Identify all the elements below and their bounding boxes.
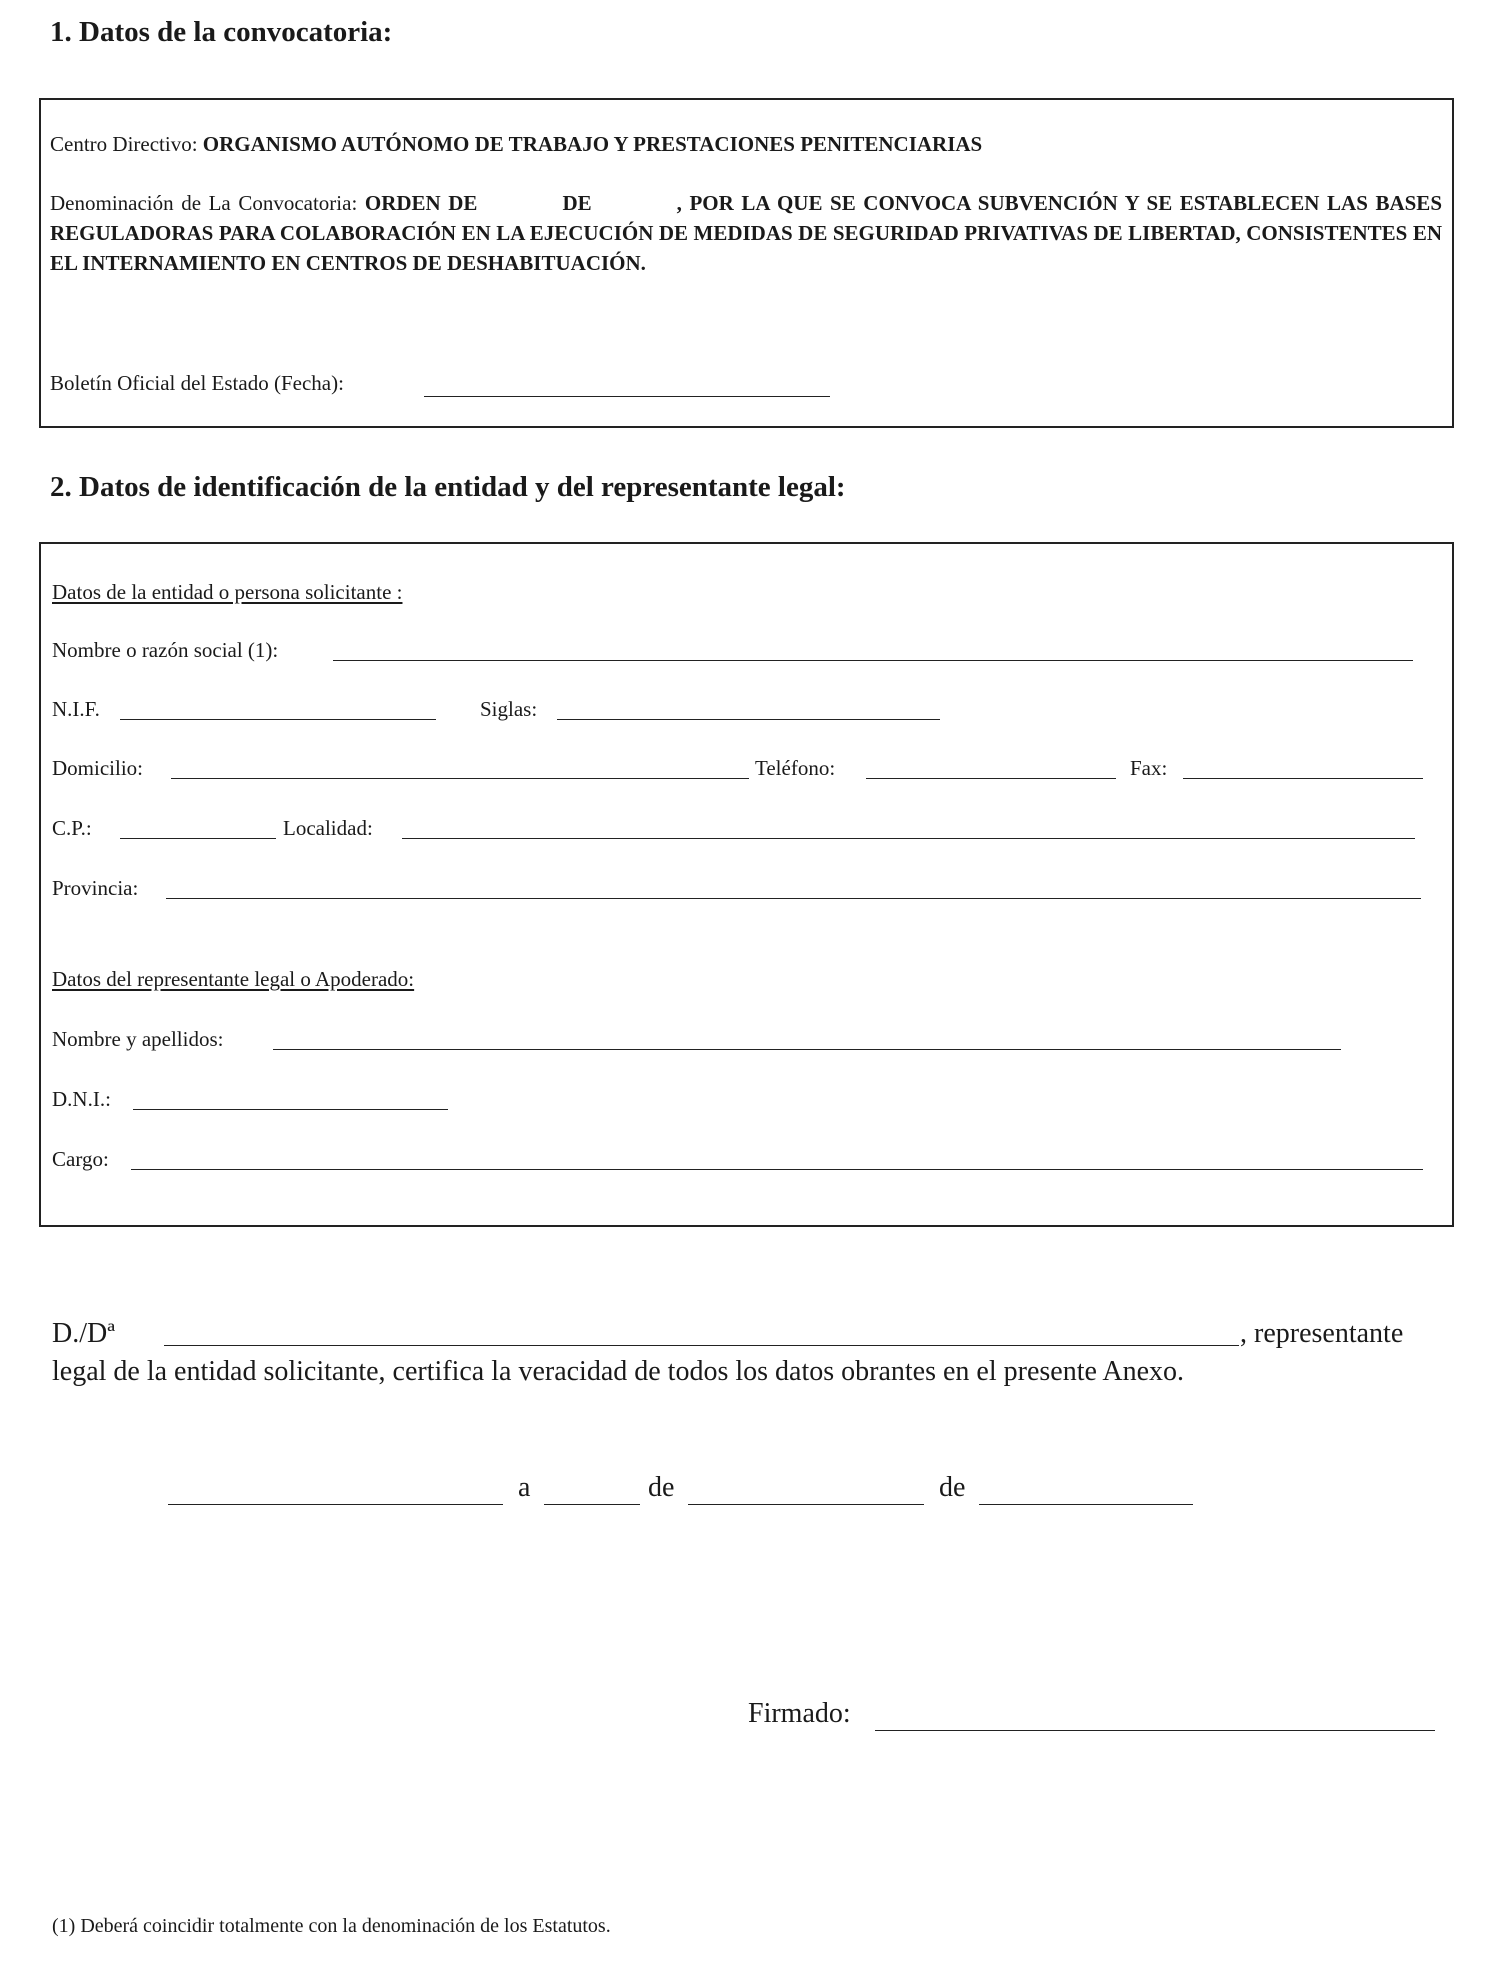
- centro-directivo-row: [50, 132, 982, 157]
- certification-text: legal de la entidad solicitante, certifica la veracidad de todos los datos obrantes en el presente Anexo.: [52, 1356, 1185, 1387]
- date-day-field[interactable]: [544, 1504, 640, 1505]
- signature-label: Firmado:: [748, 1698, 851, 1729]
- centro-directivo-value: ORGANISMO AUTÓNOMO DE TRABAJO Y PRESTACIONES PENITENCIARIAS: [202, 132, 983, 156]
- localidad-field[interactable]: [402, 838, 1415, 839]
- nombre-apellidos-field[interactable]: [273, 1049, 1341, 1050]
- centro-directivo-label: Centro Directivo:: [50, 132, 198, 156]
- nif-field[interactable]: [120, 719, 436, 720]
- denominacion-paragraph: [50, 188, 1442, 278]
- denominacion-label: Denominación de La Convocatoria:: [50, 191, 358, 215]
- nombre-razon-label: Nombre o razón social (1):: [52, 638, 279, 662]
- certification-prefix: D./Dª: [52, 1318, 115, 1349]
- nombre-razon-field[interactable]: [333, 660, 1413, 661]
- section-2-heading: 2. Datos de identificación de la entidad y del representante legal:: [50, 471, 846, 503]
- certification-name-field[interactable]: [164, 1345, 1239, 1346]
- boletin-fecha-field[interactable]: [424, 396, 830, 397]
- date-month-field[interactable]: [688, 1504, 924, 1505]
- provincia-field[interactable]: [166, 898, 1421, 899]
- cargo-label: Cargo:: [52, 1147, 109, 1171]
- nif-label: N.I.F.: [52, 697, 100, 721]
- siglas-label: Siglas:: [480, 697, 538, 721]
- boletin-label: Boletín Oficial del Estado (Fecha):: [50, 371, 344, 395]
- dni-label: D.N.I.:: [52, 1087, 111, 1111]
- footnote: (1) Deberá coincidir totalmente con la denominación de los Estatutos.: [52, 1915, 611, 1937]
- fax-label: Fax:: [1130, 756, 1168, 780]
- siglas-field[interactable]: [557, 719, 940, 720]
- domicilio-label: Domicilio:: [52, 756, 143, 780]
- localidad-label: Localidad:: [283, 816, 373, 840]
- dni-field[interactable]: [133, 1109, 448, 1110]
- date-a-label: a: [518, 1472, 531, 1503]
- telefono-label: Teléfono:: [755, 756, 836, 780]
- date-year-field[interactable]: [979, 1504, 1193, 1505]
- entidad-subtitle: Datos de la entidad o persona solicitante :: [52, 580, 403, 604]
- representante-subtitle: Datos del representante legal o Apoderado:: [52, 967, 415, 991]
- nombre-apellidos-label: Nombre y apellidos:: [52, 1027, 224, 1051]
- denominacion-part2: DE: [562, 191, 592, 215]
- fax-field[interactable]: [1183, 778, 1423, 779]
- domicilio-field[interactable]: [171, 778, 749, 779]
- denominacion-part3: , POR LA QUE SE CONVOCA SUBVENCIÓN Y SE ESTABLECEN LAS BASES REGULADORAS PARA COLABORACIÓN EN LA EJECUCIÓN DE MEDIDAS DE SEGURIDAD PRIVATIVAS DE LIBERTAD, CONSISTENTES EN EL INTERNAMIENTO EN CENTROS DE DESHABITUACIÓN.: [50, 191, 1442, 275]
- section-1-heading: 1. Datos de la convocatoria:: [50, 16, 393, 48]
- cp-label: C.P.:: [52, 816, 92, 840]
- date-place-field[interactable]: [168, 1504, 503, 1505]
- cargo-field[interactable]: [131, 1169, 1423, 1170]
- certification-suffix: , representante: [1240, 1318, 1404, 1349]
- date-de1-label: de: [648, 1472, 675, 1503]
- signature-field[interactable]: [875, 1730, 1435, 1731]
- date-de2-label: de: [939, 1472, 966, 1503]
- cp-field[interactable]: [120, 838, 276, 839]
- provincia-label: Provincia:: [52, 876, 139, 900]
- denominacion-part1: ORDEN DE: [364, 191, 478, 215]
- telefono-field[interactable]: [866, 778, 1116, 779]
